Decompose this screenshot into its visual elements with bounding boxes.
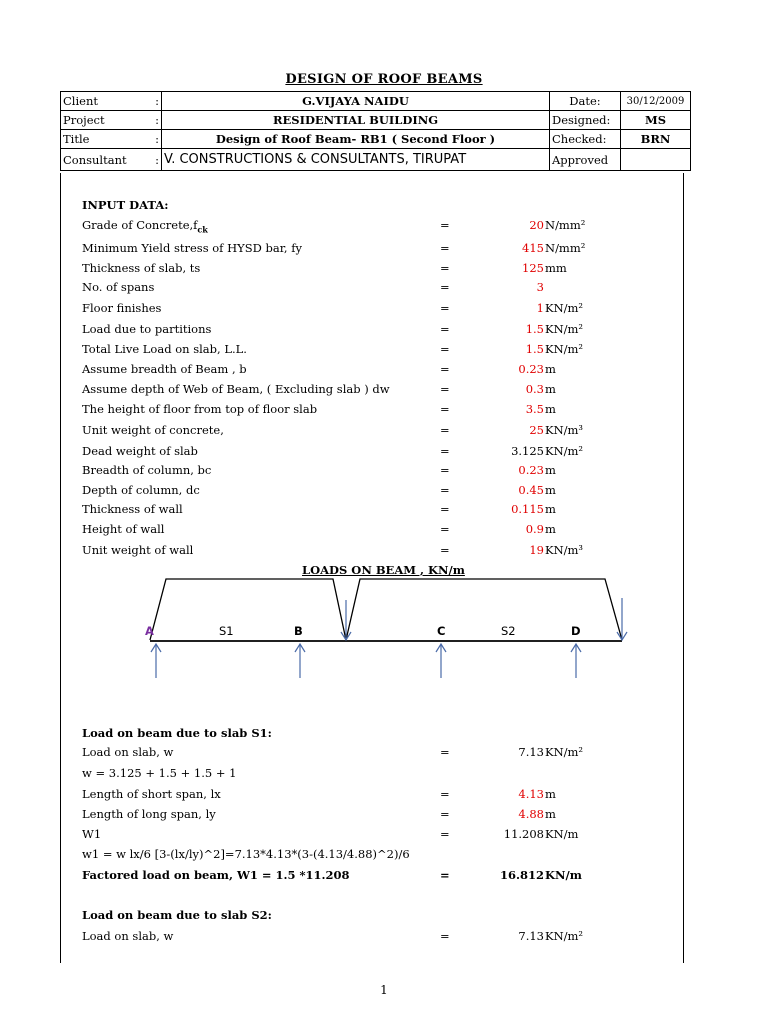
checked-value: BRN xyxy=(621,130,691,149)
slab-s2-heading: Load on beam due to slab S2: xyxy=(82,908,272,922)
equals-sign: = xyxy=(440,322,450,336)
input-row-label: Dead weight of slab xyxy=(82,444,198,458)
s1-load-unit: KN/m² xyxy=(545,745,584,759)
s1-long-span-label: Length of long span, ly xyxy=(82,807,216,821)
equals-sign: = xyxy=(440,502,450,516)
input-row-unit: N/mm² xyxy=(545,218,586,232)
input-row-label: Floor finishes xyxy=(82,301,162,315)
input-row-value: 3.125 xyxy=(511,444,544,458)
colon: : xyxy=(149,111,162,130)
input-data-heading: INPUT DATA: xyxy=(82,198,169,212)
s1-long-span-unit: m xyxy=(545,807,556,821)
input-row-label: Thickness of slab, ts xyxy=(82,261,201,275)
equals-sign: = xyxy=(440,929,450,943)
support-arrow-d xyxy=(571,644,581,678)
equals-sign: = xyxy=(440,868,450,882)
node-label-c: C xyxy=(437,624,446,638)
equals-sign: = xyxy=(440,827,450,841)
project-value: RESIDENTIAL BUILDING xyxy=(162,111,550,130)
designed-value: MS xyxy=(621,111,691,130)
down-arrow-d xyxy=(617,598,627,640)
slab-s2-load-outline xyxy=(346,579,622,640)
equals-sign: = xyxy=(440,218,450,232)
s1-factored-value: 16.812 xyxy=(499,868,544,882)
header-row-client xyxy=(61,92,691,111)
input-row-label: Load due to partitions xyxy=(82,322,212,336)
designed-label: Designed: xyxy=(550,111,621,130)
input-row-value: 0.115 xyxy=(511,502,544,516)
equals-sign: = xyxy=(440,241,450,255)
input-row-label: Unit weight of concrete, xyxy=(82,423,224,437)
s1-formula-w1-text: w1 = w lx/6 [3-(lx/ly)^2]=7.13*4.13*(3-(4.13/4.88)^2)/6 xyxy=(82,847,410,861)
input-row-value: 0.9 xyxy=(525,522,544,536)
s2-load-unit: KN/m² xyxy=(545,929,584,943)
equals-sign: = xyxy=(440,463,450,477)
input-row-value: 0.23 xyxy=(518,362,544,376)
input-row-unit: mm xyxy=(545,261,567,275)
input-row-unit: m xyxy=(545,502,556,516)
support-arrow-a xyxy=(151,644,161,678)
input-row-label: Height of wall xyxy=(82,522,165,536)
input-row-unit: KN/m³ xyxy=(545,543,584,557)
input-row-value: 0.23 xyxy=(518,463,544,477)
input-row-value: 0.3 xyxy=(525,382,544,396)
input-row-label: Total Live Load on slab, L.L. xyxy=(82,342,247,356)
header-row-project xyxy=(61,111,691,130)
input-row-label: Minimum Yield stress of HYSD bar, fy xyxy=(82,241,302,255)
input-row-unit: KN/m² xyxy=(545,342,584,356)
s1-short-span-value: 4.13 xyxy=(518,787,544,801)
s2-load-value: 7.13 xyxy=(518,929,544,943)
equals-sign: = xyxy=(440,423,450,437)
project-label: Project xyxy=(61,111,150,130)
colon: : xyxy=(149,149,162,171)
equals-sign: = xyxy=(440,522,450,536)
header-row-consultant xyxy=(61,149,691,171)
input-row-value: 25 xyxy=(529,423,544,437)
down-arrow-b xyxy=(341,600,351,640)
equals-sign: = xyxy=(440,362,450,376)
loads-diagram-title: LOADS ON BEAM , KN/m xyxy=(302,563,465,577)
input-row-unit: m xyxy=(545,463,556,477)
consultant-value: V. CONSTRUCTIONS & CONSULTANTS, TIRUPAT xyxy=(162,149,550,171)
input-row-value: 20 xyxy=(529,218,544,232)
title-label: Title xyxy=(61,130,150,149)
input-row-unit: m xyxy=(545,522,556,536)
slab-s1-load-outline xyxy=(150,579,346,640)
s1-short-span-unit: m xyxy=(545,787,556,801)
input-row-unit: m xyxy=(545,483,556,497)
s1-formula-w-text: w = 3.125 + 1.5 + 1.5 + 1 xyxy=(82,766,237,780)
input-row-label: Grade of $Concrete,f_{ck}$ xyxy=(82,218,208,235)
s1-factored-unit: KN/m xyxy=(545,868,582,882)
s1-load-label: Load on slab, w xyxy=(82,745,174,759)
s1-load-value: 7.13 xyxy=(518,745,544,759)
colon: : xyxy=(149,92,162,111)
input-row-value: 3.5 xyxy=(525,402,544,416)
input-row-value: 1.5 xyxy=(525,322,544,336)
equals-sign: = xyxy=(440,444,450,458)
approved-value xyxy=(621,149,691,171)
input-row-unit: KN/m³ xyxy=(545,423,584,437)
input-row-label: Breadth of column, bc xyxy=(82,463,212,477)
slab-s1-heading: Load on beam due to slab S1: xyxy=(82,726,272,740)
equals-sign: = xyxy=(440,301,450,315)
equals-sign: = xyxy=(440,807,450,821)
loads-on-beam-diagram xyxy=(0,570,768,690)
span-label-s1: S1 xyxy=(219,624,234,638)
input-row-value: 415 xyxy=(522,241,544,255)
equals-sign: = xyxy=(440,483,450,497)
approved-label: Approved xyxy=(550,149,621,171)
client-label: Client xyxy=(61,92,150,111)
input-row-label: Assume breadth of Beam , b xyxy=(82,362,247,376)
input-row-unit: KN/m² xyxy=(545,444,584,458)
title-value: Design of Roof Beam- RB1 ( Second Floor ) xyxy=(162,130,550,149)
equals-sign: = xyxy=(440,787,450,801)
s1-w1-value: 11.208 xyxy=(503,827,544,841)
support-arrow-c xyxy=(436,644,446,678)
equals-sign: = xyxy=(440,280,450,294)
input-row-value: 1.5 xyxy=(525,342,544,356)
header-table xyxy=(60,91,691,171)
s2-load-label: Load on slab, w xyxy=(82,929,174,943)
equals-sign: = xyxy=(440,382,450,396)
equals-sign: = xyxy=(440,402,450,416)
s1-factored-label: Factored load on beam, W1 = 1.5 *11.208 xyxy=(82,868,350,882)
equals-sign: = xyxy=(440,745,450,759)
input-row-label: Unit weight of wall xyxy=(82,543,194,557)
date-value: 30/12/2009 xyxy=(621,92,691,111)
consultant-label: Consultant xyxy=(61,149,150,171)
node-label-d: D xyxy=(571,624,581,638)
input-row-unit: m xyxy=(545,382,556,396)
s1-long-span-value: 4.88 xyxy=(518,807,544,821)
node-label-a: A xyxy=(145,624,154,638)
subscript: ck xyxy=(197,224,208,235)
checked-label: Checked: xyxy=(550,130,621,149)
page-number: 1 xyxy=(380,983,388,997)
input-row-unit: KN/m² xyxy=(545,301,584,315)
input-row-unit: m xyxy=(545,402,556,416)
equals-sign: = xyxy=(440,543,450,557)
document-title: DESIGN OF ROOF BEAMS xyxy=(285,72,483,87)
input-row-unit: N/mm² xyxy=(545,241,586,255)
s1-w1-unit: KN/m xyxy=(545,827,579,841)
equals-sign: = xyxy=(440,342,450,356)
colon: : xyxy=(149,130,162,149)
span-label-s2: S2 xyxy=(501,624,516,638)
input-row-label: Thickness of wall xyxy=(82,502,183,516)
header-row-title xyxy=(61,130,691,149)
client-value: G.VIJAYA NAIDU xyxy=(162,92,550,111)
input-row-value: 3 xyxy=(536,280,544,294)
input-row-value: 1 xyxy=(536,301,544,315)
input-row-unit: m xyxy=(545,362,556,376)
input-row-label: No. of spans xyxy=(82,280,155,294)
s1-short-span-label: Length of short span, lx xyxy=(82,787,221,801)
equals-sign: = xyxy=(440,261,450,275)
input-row-unit: KN/m² xyxy=(545,322,584,336)
input-row-label: Assume depth of Web of Beam, ( Excluding slab ) dw xyxy=(82,382,390,396)
input-row-value: 125 xyxy=(522,261,544,275)
input-row-value: 19 xyxy=(529,543,544,557)
input-row-label: The height of floor from top of floor slab xyxy=(82,402,318,416)
input-row-value: 0.45 xyxy=(518,483,544,497)
support-arrow-b xyxy=(295,644,305,678)
node-label-b: B xyxy=(294,624,303,638)
date-label: Date: xyxy=(550,92,621,111)
s1-w1-label: W1 xyxy=(82,827,102,841)
input-row-label: Depth of column, dc xyxy=(82,483,200,497)
